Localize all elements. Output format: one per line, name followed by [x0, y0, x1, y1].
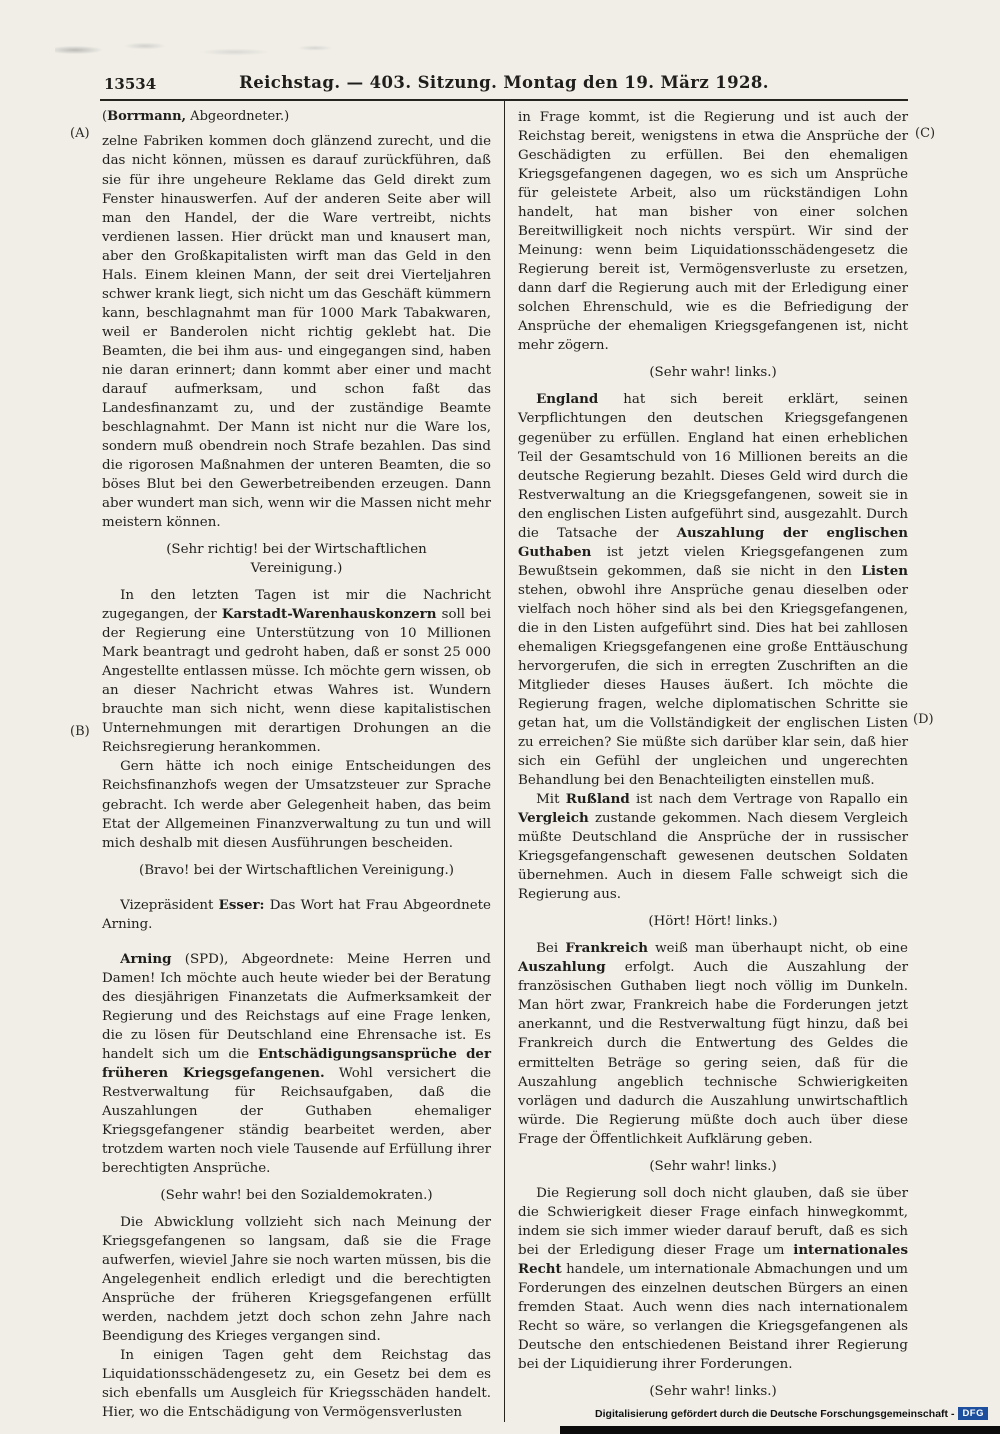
president-announcement: Vizepräsident Esser: Das Wort hat Frau Abgeordnete Arning.	[102, 896, 491, 932]
digitization-credit	[595, 1407, 988, 1420]
speech-paragraph: England hat sich bereit erklärt, seinen Verpflichtungen den deutschen Kriegsgefangenen gegenüber zu erfüllen. England hat einen erheblichen Teil der Gesamtschuld von 16 Millionen bereits an die deutsche Regierung bezahlt. Dieses Geld wird durch die Restverwaltung an die Kriegsgefangenen, soweit sie in den englischen Listen aufgeführt sind, ausgezahlt. Durch die Tatsache der Auszahlung der englischen Guthaben ist jetzt vielen Kriegsgefangenen zum Bewußtsein gekommen, daß sie nicht in den Listen stehen, obwohl ihre Ansprüche genau dieselben oder vielfach noch höher sind als bei den Kriegsgefangenen, die in den Listen aufgeführt sind. Dies hat bei zahllosen ehemaligen Kriegsgefangenen eine große Enttäuschung hervorgerufen, die sich in erregten Zuschriften an die Mitglieder dieses Hauses äußert. Ich möchte die Regierung fragen, welche diplomatischen Schritte sie getan hat, um die Vollständigkeit der englischen Listen zu erreichen? Sie müßte sich darüber klar sein, daß hier sich ein Gefühl der ungleichen und ungerechten Behandlung bei den Benachteiligten einstellen muß.	[518, 391, 908, 789]
page-number: 13534	[104, 75, 157, 93]
margin-marker-c: (C)	[915, 126, 936, 141]
scan-noise	[55, 38, 355, 64]
right-column	[504, 101, 908, 1422]
credit-text: Digitalisierung gefördert durch die Deutsche Forschungsgemeinschaft -	[595, 1407, 955, 1420]
speech-paragraph: In einigen Tagen geht dem Reichstag das Liquidationsschädengesetz zu, ein Gesetz bei dem es sich ebenfalls um Ausgleich für Kriegsschäden handelt. Hier, wo die Entschädigung von Vermögensverlusten	[102, 1348, 491, 1421]
interjection: (Sehr wahr! links.)	[649, 1158, 777, 1174]
page-header-title: Reichstag. — 403. Sitzung. Montag den 19. März 1928.	[239, 73, 769, 92]
speech-paragraph: In den letzten Tagen ist mir die Nachricht zugegangen, der Karstadt-Warenhauskonzern soll bei der Regierung eine Unterstützung von 10 Millionen Mark beantragt und gedroht haben, daß er sonst 25 000 Angestellte entlassen müsse. Ich möchte gern wissen, ob an dieser Nachricht etwas Wahres ist. Wundern brauchte man sich nicht, wenn diese kapitalistischen Unternehmungen mit derartigen Drohungen an die Reichsregierung herankommen.	[102, 588, 491, 756]
speech-paragraph: Die Regierung soll doch nicht glauben, daß sie über die Schwierigkeit dieser Frage einfach hinwegkommt, indem sie sich immer wieder darauf beruft, daß es sich bei der Erledigung dieser Frage um internationales Recht handele, um internationale Abmachungen und um Forderungen des einzelnen deutschen Bürgers an einen fremden Staat. Auch wenn dies nach internationalem Recht so wäre, so verlangen die Kriegsgefangenen als Deutsche den entschiedenen Beistand ihrer Regierung bei der Liquidierung ihrer Forderungen.	[518, 1185, 908, 1372]
speech-paragraph: Gern hätte ich noch einige Entscheidungen des Reichsfinanzhofs wegen der Umsatzsteuer zur Sprache gebracht. Ich werde aber Gelegenheit haben, das beim Etat der Allgemeinen Finanzverwaltung zu tun und will mich deshalb mit diesen Ausführungen bescheiden.	[102, 759, 491, 851]
speech-paragraph: Arning (SPD), Abgeordnete: Meine Herren und Damen! Ich möchte auch heute wieder bei der Beratung des diesjährigen Finanzetats die Aufmerksamkeit der Regierung und des Reichstags auf eine Frage lenken, die zu lösen für Deutschland eine Ehrensache ist. Es handelt sich um die Entschädigungsansprüche der früheren Kriegsgefangenen. Wohl versichert die Restverwaltung für Reichsaufgaben, daß die Auszahlungen der Guthaben ehemaliger Kriegsgefangener ständig bearbeitet werden, aber trotzdem warten noch viele Tausende auf Erfüllung ihrer berechtigten Ansprüche.	[102, 950, 492, 1177]
margin-marker-b: (B)	[70, 724, 90, 739]
speech-paragraph: in Frage kommt, ist die Regierung und ist auch der Reichstag bereit, wenigstens in etwa die Ansprüche der Geschädigten zu erfüllen. Bei den ehemaligen Kriegsgefangenen dagegen, wo es sich um Ansprüche für geleistete Arbeit, also um rückständigen Lohn handelt, hat man bisher von einer solchen Bereitwilligkeit noch nichts verspürt. Wir sind der Meinung: wenn beim Liquidationsschädengesetz die Regierung bereit ist, Vermögensverluste zu ersetzen, dann darf die Regierung auch mit der Erledigung einer solchen Ehrenschuld, wie es die Befriedigung der Ansprüche der ehemaligen Kriegsgefangenen ist, nicht mehr zögern.	[518, 110, 908, 354]
dfg-logo: DFG	[958, 1407, 988, 1420]
interjection: (Sehr richtig! bei der Wirtschaftlichen Vereinigung.)	[166, 542, 427, 577]
interjection: (Bravo! bei der Wirtschaftlichen Vereinigung.)	[138, 862, 455, 878]
bottom-scan-bar	[560, 1426, 1000, 1434]
speaker-continuation: (Borrmann, Abgeordneter.)	[102, 109, 290, 124]
interjection: (Sehr wahr! bei den Sozialdemokraten.)	[160, 1188, 433, 1204]
margin-marker-d: (D)	[913, 712, 934, 727]
margin-marker-a: (A)	[70, 126, 90, 141]
speech-paragraph: Bei Frankreich weiß man überhaupt nicht, ob eine Auszahlung erfolgt. Auch die Auszahlung der französischen Guthaben liegt noch völlig im Dunkeln. Man hört zwar, Frankreich habe die Forderungen jetzt anerkannt, und die Restverwaltung fügt hinzu, daß bei Frankreich durch die Entwertung des Geldes die ermittelten Beträge so gering seien, daß für die Auszahlung angeblich technische Schwierigkeiten vorlägen und dadurch die Auszahlung unwirtschaftlich würde. Die Regierung müßte doch auch über diese Frage der Öffentlichkeit Aufklärung geben.	[518, 940, 908, 1147]
two-column-text	[100, 101, 908, 1422]
page-content	[100, 72, 908, 1422]
left-column	[100, 101, 504, 1422]
interjection: (Hört! Hört! links.)	[648, 914, 778, 930]
speech-paragraph: Die Abwicklung vollzieht sich nach Meinung der Kriegsgefangenen so langsam, daß sie die Frage aufwerfen, wieviel Jahre sie noch warten müssen, bis die Angelegenheit endlich erledigt und die berechtigten Ansprüche der früheren Kriegsgefangenen erfüllt werden, nachdem jetzt doch schon zehn Jahre nach Beendigung des Krieges vergangen sind.	[102, 1215, 491, 1345]
speech-paragraph: zelne Fabriken kommen doch glänzend zurecht, und die das nicht können, müssen es darauf zurückführen, daß sie für ihre ungeheure Reklame das Geld direkt zum Fenster hinauswerfen. Auf der anderen Seite aber will man den Handel, der die Ware vertreibt, nichts verdienen lassen. Hier drückt man und knausert man, aber den Großkapitalisten wirft man das Geld in den Hals. Einem kleinen Mann, der seit drei Vierteljahren schwer krank liegt, sich nicht um das Geschäft kümmern kann, beschlagnahmt man für 1000 Mark Tabakwaren, weil er Banderolen nicht richtig geklebt hat. Die Beamten, die bei ihm aus- und eingegangen sind, haben nie daran erinnert; dann kommt aber einer und macht darauf aufmerksam, und schon faßt das Landesfinanzamt zu, und der zuständige Beamte beschlagnahmt. Der Mann ist nicht nur die Ware los, sondern muß obendrein noch Strafe bezahlen. Das sind die rigorosen Maßnahmen der unteren Beamten, die so böses Blut bei den Gewerbetreibenden erzeugen. Dann aber wundert man sich, wenn wir die Massen nicht mehr meistern können.	[102, 134, 491, 531]
page-header	[100, 72, 908, 96]
speech-paragraph: Mit Rußland ist nach dem Vertrage von Rapallo ein Vergleich zustande gekommen. Nach diesem Vergleich müßte Deutschland die Ansprüche der in russischer Kriegsgefangenschaft gewesenen deutschen Soldaten übernehmen. Auch in diesem Falle schweigt sich die Regierung aus.	[518, 791, 909, 903]
interjection: (Sehr wahr! links.)	[649, 365, 777, 381]
interjection: (Sehr wahr! links.)	[649, 1384, 777, 1399]
